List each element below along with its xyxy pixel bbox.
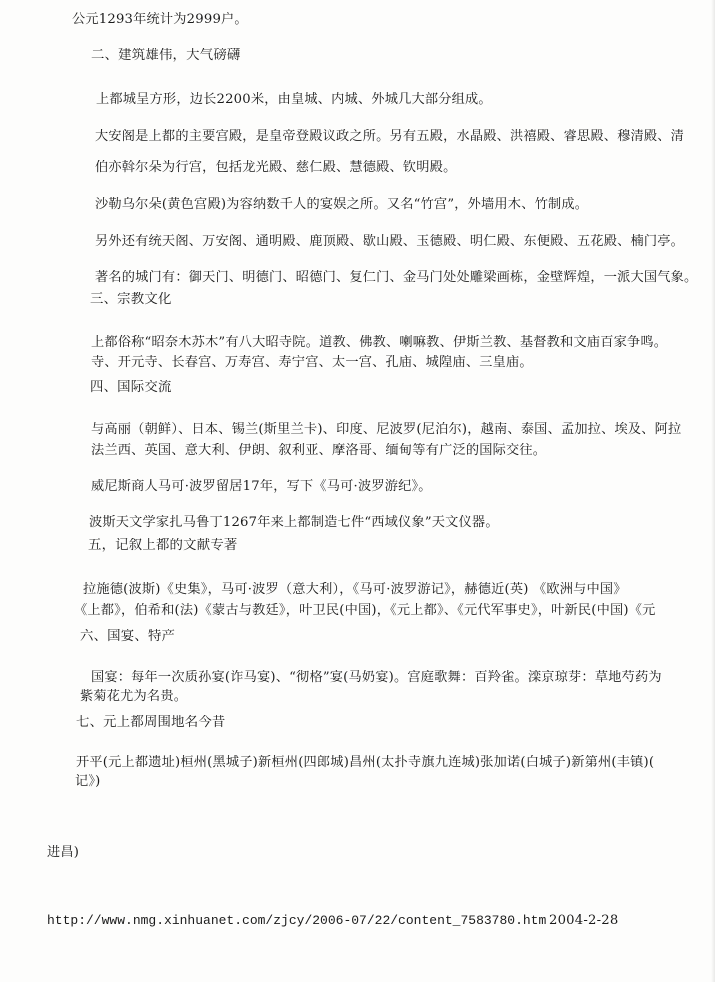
- paragraph-line: 开平(元上都遗址)桓州(黑城子)新桓州(四郎城)昌州(太扑寺旗九连城)张加诺(白城子)新第州(丰镇)(: [76, 755, 655, 770]
- text-line: 公元1293年统计为2999户。: [72, 12, 248, 27]
- section-heading-banquet: 六、国宴、特产: [80, 629, 176, 644]
- scan-edge-shadow: [711, 0, 715, 982]
- section-heading-international: 四、国际交流: [90, 380, 172, 395]
- section-heading-literature: 五，记叙上都的文献专著: [88, 538, 238, 553]
- paragraph-line: 《上都》，伯希和(法)《蒙古与教廷》，叶卫民(中国)，《元上都》、《元代军事史》，叶新民(中国)《元: [74, 603, 656, 618]
- paragraph-line: 寺、开元寺、长春宫、万寿宫、寿宁宫、太一宫、孔庙、城隍庙、三皇庙。: [91, 355, 533, 370]
- paragraph-line: 上都俗称“昭奈木苏木”有八大昭寺院。道教、佛教、喇嘛教、伊斯兰教、基督教和文庙百家争鸣。: [91, 335, 668, 350]
- section-heading-placenames: 七、元上都周围地名今昔: [76, 715, 226, 730]
- paragraph-line: 伯亦斡尔朵为行宫，包括龙光殿、慈仁殿、慧德殿、钦明殿。: [95, 160, 457, 175]
- paragraph-line: 国宴：每年一次质孙宴(诈马宴)、“彻格”宴(马奶宴)。宫庭歌舞：百羚雀。滦京琼芽：草地芍药为: [91, 670, 662, 685]
- paragraph-line: 大安阁是上都的主要宫殿，是皇帝登殿议政之所。另有五殿，水晶殿、洪禧殿、睿思殿、穆清殿、清: [95, 129, 685, 144]
- section-heading-religion: 三、宗教文化: [90, 292, 172, 307]
- paragraph-line: 威尼斯商人马可·波罗留居17年，写下《马可·波罗游纪》。: [91, 479, 432, 494]
- paragraph-line: 波斯天文学家扎马鲁丁1267年来上都制造七件“西域仪象”天文仪器。: [89, 515, 499, 530]
- paragraph-line: 紫菊花尤为名贵。: [80, 689, 188, 704]
- paragraph-line: 与高丽（朝鲜）、日本、锡兰(斯里兰卡)、印度、尼波罗(尼泊尔)，越南、泰国、孟加拉、埃及、阿拉: [91, 422, 682, 437]
- section-heading-architecture: 二、建筑雄伟，大气磅礴: [91, 48, 241, 63]
- paragraph-line: 上都城呈方形，边长2200米，由皇城、内城、外城几大部分组成。: [96, 92, 492, 107]
- paragraph-line: 法兰西、英国、意大利、伊朗、叙利亚、摩洛哥、缅甸等有广泛的国际交往。: [91, 443, 547, 458]
- paragraph-line: 拉施德(波斯)《史集》，马可·波罗（意大利），《马可·波罗游记》，赫德近(英) 《欧洲与中国》: [83, 582, 627, 597]
- paragraph-line: 另外还有统天阁、万安阁、通明殿、鹿顶殿、歇山殿、玉德殿、明仁殿、东便殿、五花殿、楠门亭。: [95, 234, 685, 249]
- paragraph-line: 进昌): [47, 845, 80, 860]
- paragraph-line: 记》): [75, 774, 101, 789]
- paragraph-line: 沙勒乌尔朵(黄色宫殿)为容纳数千人的宴娱之所。又名“竹宫”，外墙用木、竹制成。: [95, 197, 589, 212]
- paragraph-line: 著名的城门有：御天门、明德门、昭德门、复仁门、金马门处处雕梁画栋，金壁辉煌，一派大国气象。: [95, 270, 698, 285]
- print-date: 2004-2-28: [549, 913, 619, 928]
- source-url: http://www.nmg.xinhuanet.com/zjcy/2006-07/22/content_7583780.htm: [47, 913, 547, 928]
